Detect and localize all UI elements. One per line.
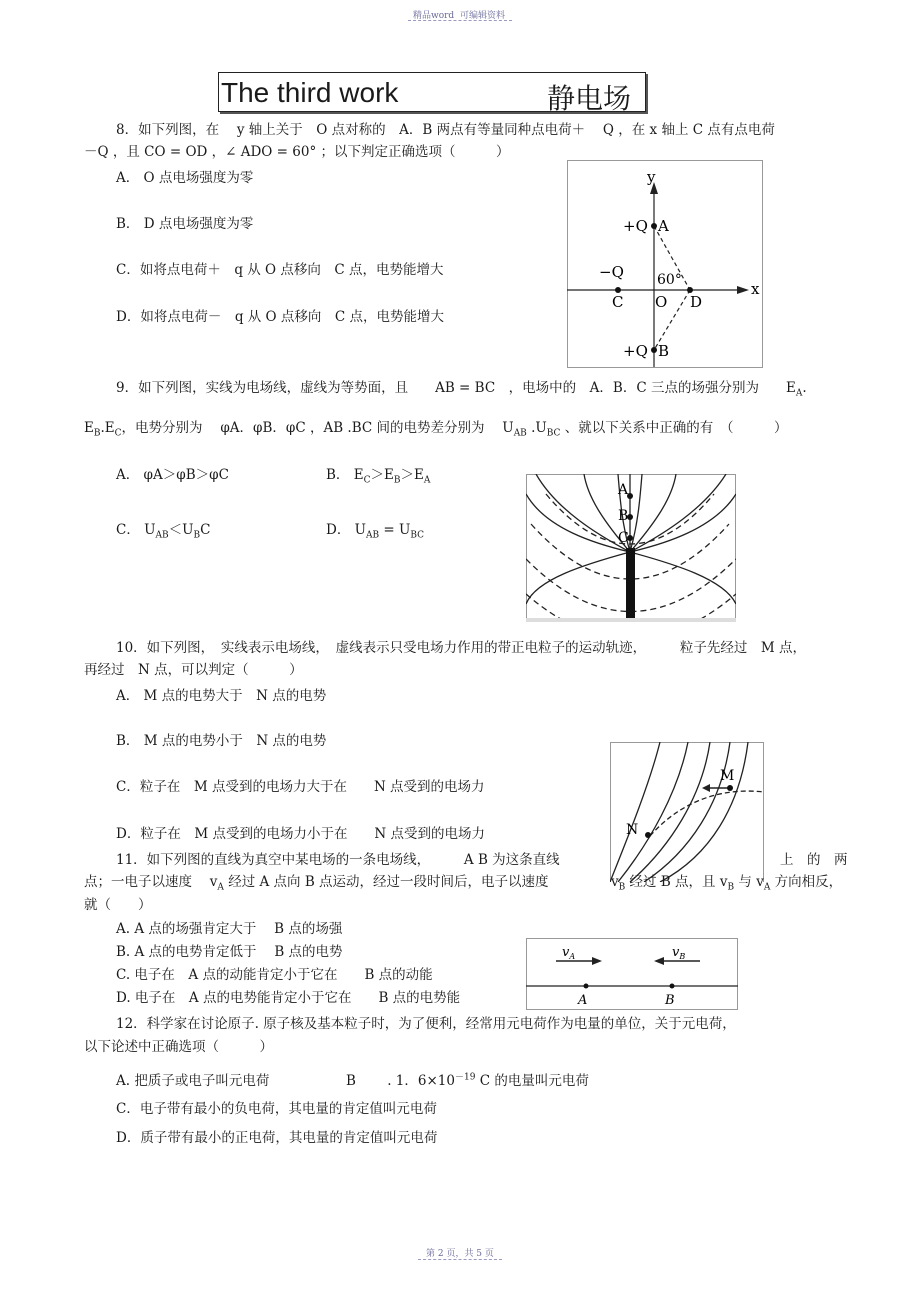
d-label: D	[690, 293, 703, 311]
o-label: O	[655, 293, 668, 311]
q12-option-a: A. 把质子或电子叫元电荷	[116, 1073, 270, 1089]
header-right: 可编辑资料	[460, 11, 506, 21]
q11-option-c: C. 电子在 A 点的动能肯定小于它在 B 点的动能	[116, 967, 433, 983]
q11-line2-left: 点；一电子以速度 $v_A$ 经过 A 点向 B 点运动，经过一段时间后，电子以速度	[84, 874, 549, 893]
b-label: B	[658, 342, 670, 360]
q12-option-b: B . 1．$6\times 10^{-19}$ C 的电量叫元电荷	[346, 1072, 589, 1089]
title-box	[218, 72, 646, 115]
q12-line1: 12．科学家在讨论原子. 原子核及基本粒子时，为了便利，经常用元电荷作为电量的单位，关于元电荷，	[116, 1016, 736, 1032]
q11-label-a: A	[578, 993, 588, 1008]
q9-option-a: A． φA＞φB＞φC	[116, 467, 229, 483]
va-label: $v_A$	[562, 945, 576, 961]
q9-label-a: A	[618, 482, 629, 498]
vb-arrowhead	[654, 957, 664, 965]
title-english: The third work	[221, 77, 399, 108]
page-footer: 第 2 页，共 5 页	[426, 1249, 494, 1259]
q10-line2: 再经过 N 点，可以判定（ ）	[84, 662, 303, 678]
q10-option-c: C．粒子在 M 点受到的电场力大于在 N 点受到的电场力	[116, 779, 485, 795]
q11-point-a	[584, 984, 589, 989]
q10-field-line-4	[644, 742, 730, 882]
q11-line1-left: 11．如下列图的直线为真空中某电场的一条电场线， A B 为这条直线	[116, 852, 560, 868]
q10-label-n: N	[626, 822, 639, 838]
q8-option-a: A． O 点电场强度为零	[116, 170, 254, 186]
field-line-1	[536, 474, 630, 552]
q11-option-d: D. 电子在 A 点的电势能肯定小于它在 B 点的电势能	[116, 990, 461, 1006]
y-label: y	[647, 168, 656, 186]
q10-option-b: B． M 点的电势小于 N 点的电势	[116, 733, 327, 749]
q8-figure	[567, 160, 763, 368]
q8-line1: 8．如下列图，在 y 轴上关于 O 点对称的 A．B 两点有等量同种点电荷＋ Q ，在 x 轴上 C 点有点电荷	[116, 122, 775, 138]
q11-line2-right: $v_B$ 经过 B 点，且 $v_B$ 与 $v_A$ 方向相反，	[611, 874, 843, 893]
q11-option-a: A. A 点的场强肯定大于 B 点的场强	[116, 921, 343, 937]
q8-option-b: B． D 点电场强度为零	[116, 216, 254, 232]
q9-label-b: B	[618, 508, 629, 524]
point-b	[651, 347, 657, 353]
c-label: C	[612, 293, 624, 311]
q8-option-d: D．如将点电荷－ q 从 O 点移向 C 点，电势能增大	[116, 309, 445, 325]
header-left: 精品word	[413, 11, 455, 21]
q11-line3: 就（ ）	[84, 897, 152, 913]
q11-figure	[526, 938, 738, 1010]
q10-line1: 10．如下列图， 实线表示电场线， 虚线表示只受电场力作用的带正电粒子的运动轨迹， 粒子先经过 M 点，	[116, 640, 807, 656]
footer-divider	[418, 1259, 502, 1260]
q9-option-d: D． $U_{AB} = U_{BC}$	[326, 522, 425, 541]
x-label: x	[751, 280, 760, 298]
q9-option-c: C． $U_{AB}<U_BC$	[116, 522, 211, 541]
ground-strip	[526, 618, 736, 622]
field-line-7	[630, 474, 726, 552]
a-label: A	[658, 217, 669, 235]
q10-field-line-1	[610, 742, 660, 882]
title-chinese: 静电场	[547, 82, 632, 115]
q9-figure	[526, 474, 736, 622]
plus-q-b-label: +Q	[623, 342, 648, 360]
x-axis-arrow	[737, 286, 749, 294]
q12-option-c: C．电子带有最小的负电荷，其电量的肯定值叫元电荷	[116, 1101, 437, 1117]
q9-line2: $E_B.E_C$，电势分别为 φA．φB．φC ，AB .BC 间的电势差分别为 $U_{AB}$ $.U_{BC}$ 、就以下关系中正确的有 （ ）	[84, 420, 788, 439]
minus-q-label: −Q	[599, 263, 624, 281]
q11-point-b	[670, 984, 675, 989]
q9-option-b: B． $E_C>E_B>E_A$	[326, 467, 431, 486]
point-a	[651, 223, 657, 229]
va-arrowhead	[592, 957, 602, 965]
charged-rod	[626, 548, 635, 618]
q11-option-b: B. A 点的电势肯定低于 B 点的电势	[116, 944, 343, 960]
q10-force-arrowhead	[702, 784, 710, 792]
angle-label: 60°	[657, 272, 682, 288]
q11-line1-right: 上 的 两	[780, 852, 848, 868]
q9-line1: 9．如下列图，实线为电场线，虚线为等势面，且 AB = BC ，电场中的 A．B．C 三点的场强分别为 $E_A$.	[116, 380, 807, 399]
vb-label: $v_B$	[672, 945, 686, 961]
q10-point-n	[645, 832, 651, 838]
q9-label-c: C	[618, 530, 629, 546]
q8-figure-frame	[568, 161, 763, 368]
q10-figure	[610, 742, 764, 882]
q8-option-c: C．如将点电荷＋ q 从 O 点移向 C 点，电势能增大	[116, 262, 444, 278]
q10-point-m	[727, 785, 733, 791]
q10-label-m: M	[720, 768, 735, 784]
q10-option-a: A． M 点的电势大于 N 点的电势	[116, 688, 327, 704]
q10-field-line-5	[660, 742, 748, 882]
plus-q-a-label: +Q	[623, 217, 648, 235]
q12-option-d: D．质子带有最小的正电荷，其电量的肯定值叫元电荷	[116, 1130, 438, 1146]
q8-line2: －Q ，且 CO = OD ，∠ ADO = 60° ；以下判定正确选项（ ）	[84, 144, 510, 160]
q10-option-d: D．粒子在 M 点受到的电场力小于在 N 点受到的电场力	[116, 826, 486, 842]
header-divider	[408, 20, 512, 21]
q11-figure-frame	[527, 939, 738, 1010]
q12-line2: 以下论述中正确选项（ ）	[84, 1039, 273, 1055]
q11-label-b: B	[665, 993, 675, 1008]
